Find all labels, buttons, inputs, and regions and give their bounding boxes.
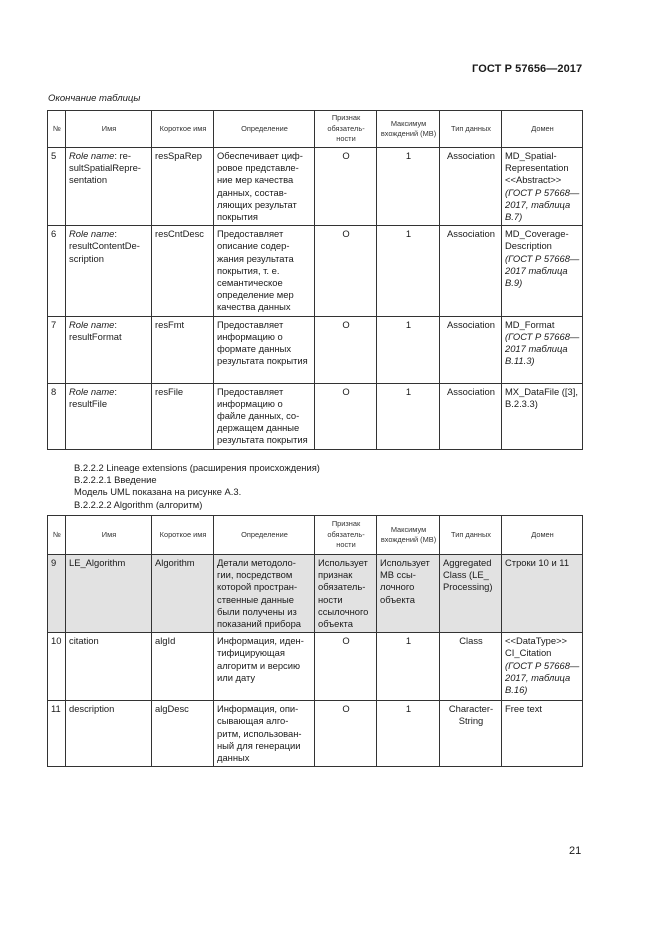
table-row — [48, 555, 583, 633]
cell-max: Использует МВ ссы-лочного объекта — [377, 555, 440, 633]
col-header: № — [48, 516, 66, 555]
metadata-table-continuation — [47, 110, 583, 450]
cell-type: Aggregated Class (LE_ Processing) — [440, 555, 502, 633]
col-header: Признак обязатель-ности — [315, 516, 377, 555]
cell-max: 1 — [377, 633, 440, 701]
domain-text: MD_Format — [505, 318, 555, 330]
col-header: Короткое имя — [152, 111, 214, 148]
cell-domain — [502, 555, 583, 633]
cell-domain — [502, 226, 583, 316]
cell-definition: Детали методоло-гии, посредством которой простран-ственные данные были получены из показаний прибора — [214, 555, 315, 633]
cell-num: 11 — [48, 701, 66, 767]
domain-text: <<DataType>> CI_Citation — [505, 635, 568, 659]
col-header: Максимум вхождений (МВ) — [377, 516, 440, 555]
table-caption: Окончание таблицы — [48, 93, 141, 104]
cell-num: 7 — [48, 316, 66, 383]
cell-definition: Информация, иден-тифицирующая алгоритм и версию или дату — [214, 633, 315, 701]
cell-num: 9 — [48, 555, 66, 633]
cell-obligation: Использует признак обязатель-ности ссылочного объекта — [315, 555, 377, 633]
table-row — [48, 701, 583, 767]
domain-reference: (ГОСТ Р 57668—2017, таблица В.7) — [505, 186, 580, 223]
cell-domain — [502, 633, 583, 701]
cell-num: 10 — [48, 633, 66, 701]
role-name-label: Role name — [69, 228, 115, 240]
table-row — [48, 316, 583, 383]
role-name-label: Role name — [69, 318, 115, 330]
cell-max: 1 — [377, 316, 440, 383]
col-header: Короткое имя — [152, 516, 214, 555]
standard-designation: ГОСТ Р 57656—2017 — [472, 63, 583, 75]
col-header: Тип данных — [440, 111, 502, 148]
domain-reference: (ГОСТ Р 57668—2017 таблица В.11.3) — [505, 330, 580, 367]
cell-max: 1 — [377, 383, 440, 449]
role-name-label: Role name — [69, 385, 115, 397]
cell-domain — [502, 148, 583, 226]
cell-num: 5 — [48, 148, 66, 226]
domain-text: MX_DataFile ([3], B.2.3.3) — [505, 385, 578, 409]
role-name-value: : resultFile — [69, 385, 117, 409]
cell-obligation: O — [315, 316, 377, 383]
col-header: Тип данных — [440, 516, 502, 555]
subsection-algorithm: B.2.2.2.2 Algorithm (алгоритм) — [74, 498, 203, 510]
table-header-row — [48, 516, 583, 555]
cell-type: Association — [440, 383, 502, 449]
cell-short: resCntDesc — [152, 226, 214, 316]
cell-num: 8 — [48, 383, 66, 449]
cell-obligation: O — [315, 383, 377, 449]
cell-obligation: O — [315, 633, 377, 701]
domain-text: MD_Spatial-Representation <<Abstract>> — [505, 150, 569, 186]
page-number: 21 — [569, 845, 582, 857]
table-header-row — [48, 111, 583, 148]
col-header: № — [48, 111, 66, 148]
cell-definition: Информация, опи-сывающая алго-ритм, использован-ный для генерации данных — [214, 701, 315, 767]
section-headings — [74, 462, 320, 511]
cell-max: 1 — [377, 701, 440, 767]
cell-name — [66, 316, 152, 383]
col-header: Определение — [214, 516, 315, 555]
role-name-value: : resultFormat — [69, 318, 122, 342]
cell-type: Association — [440, 316, 502, 383]
col-header: Имя — [66, 516, 152, 555]
domain-text: MD_Coverage-Description — [505, 228, 569, 252]
cell-definition: Предоставляет информацию о файле данных, со-держащем данные результата покрытия — [214, 383, 315, 449]
role-name-label: Role name — [69, 150, 115, 161]
cell-definition: Предоставляет информацию о формате данных результата покрытия — [214, 316, 315, 383]
table-row — [48, 148, 583, 226]
col-header: Имя — [66, 111, 152, 148]
cell-obligation: O — [315, 148, 377, 226]
cell-definition: Обеспечивает циф-ровое представле-ние мер качества данных, состав-ляющих результат покрытия — [214, 148, 315, 226]
cell-name: citation — [66, 633, 152, 701]
cell-definition: Предоставляет описание содер-жания результата покрытия, т. е. семантическое определение мер качества данных — [214, 226, 315, 316]
table-row — [48, 226, 583, 316]
col-header: Максимум вхождений (МВ) — [377, 111, 440, 148]
domain-text: Строки 10 и 11 — [505, 557, 570, 568]
uml-model-note: Модель UML показана на рисунке А.3. — [74, 486, 242, 498]
cell-obligation: O — [315, 701, 377, 767]
col-header: Домен — [502, 516, 583, 555]
cell-type: Character-String — [440, 701, 502, 767]
domain-reference: (ГОСТ Р 57668—2017 таблица В.9) — [505, 252, 580, 289]
role-name-value: : resultContentDe-scription — [69, 228, 140, 264]
cell-short: resSpaRep — [152, 148, 214, 226]
col-header: Домен — [502, 111, 583, 148]
cell-domain — [502, 316, 583, 383]
domain-reference: (ГОСТ Р 57668—2017, таблица В.16) — [505, 659, 580, 696]
cell-name — [66, 148, 152, 226]
table-row — [48, 383, 583, 449]
cell-type: Association — [440, 148, 502, 226]
cell-num: 6 — [48, 226, 66, 316]
cell-name: LE_Algorithm — [66, 555, 152, 633]
cell-name — [66, 226, 152, 316]
cell-short: algDesc — [152, 701, 214, 767]
cell-name — [66, 383, 152, 449]
cell-type: Association — [440, 226, 502, 316]
cell-short: resFmt — [152, 316, 214, 383]
algorithm-table — [47, 515, 583, 767]
subsection-lineage-extensions: B.2.2.2 Lineage extensions (расширения происхождения) — [74, 462, 320, 473]
subsection-introduction: B.2.2.2.1 Введение — [74, 474, 157, 486]
cell-obligation: O — [315, 226, 377, 316]
cell-name: description — [66, 701, 152, 767]
role-name-value: : re-sultSpatialRepre-sentation — [69, 150, 141, 186]
cell-max: 1 — [377, 148, 440, 226]
cell-domain — [502, 383, 583, 449]
col-header: Признак обязатель-ности — [315, 111, 377, 148]
cell-type: Class — [440, 633, 502, 701]
cell-max: 1 — [377, 226, 440, 316]
cell-domain — [502, 701, 583, 767]
cell-short: Algorithm — [152, 555, 214, 633]
domain-text: Free text — [505, 703, 542, 715]
cell-short: algId — [152, 633, 214, 701]
table-row — [48, 633, 583, 701]
cell-short: resFile — [152, 383, 214, 449]
col-header: Определение — [214, 111, 315, 148]
